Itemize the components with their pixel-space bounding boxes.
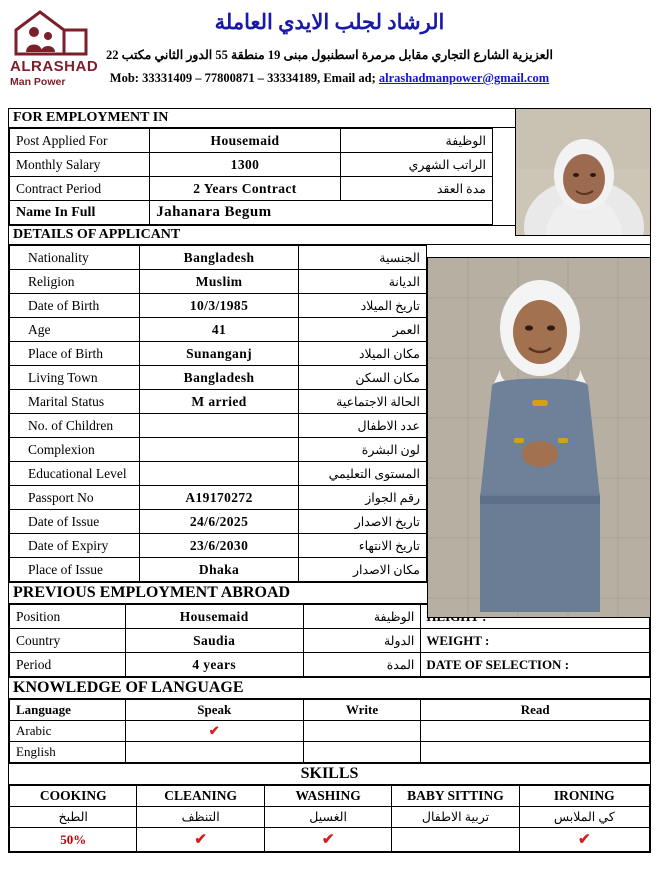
arabic-address: العزيزية الشارع التجاري مقابل مرمرة اسطنبول مبنى 19 منطقة 55 الدور الثاني مكتب 22	[106, 48, 553, 62]
fullname-value: Jahanara Begum	[150, 201, 493, 225]
detail-value	[139, 438, 299, 462]
salary-arabic: الراتب الشهري	[340, 153, 492, 177]
table-row	[10, 270, 427, 294]
position-label: Position	[10, 605, 126, 629]
detail-label: Date of Birth	[10, 294, 140, 318]
detail-value	[139, 462, 299, 486]
detail-label: Living Town	[10, 366, 140, 390]
skills-mark-row	[10, 828, 650, 852]
skill-name-en: WASHING	[264, 786, 391, 807]
language-table	[9, 699, 650, 763]
logo-company-name: ALRASHAD	[10, 58, 99, 75]
language-header-row	[10, 700, 650, 721]
skill-mark: ✔	[137, 828, 265, 852]
detail-arabic: مكان الاصدار	[299, 558, 427, 582]
detail-label: Date of Expiry	[10, 534, 140, 558]
skills-ar-row	[10, 807, 650, 828]
date-of-selection-field: DATE OF SELECTION :	[421, 653, 650, 677]
skill-name-en: BABY SITTING	[392, 786, 519, 807]
detail-label: Educational Level	[10, 462, 140, 486]
logo-mark-icon	[10, 6, 102, 58]
table-row	[10, 201, 493, 225]
skill-mark: 50%	[10, 828, 137, 852]
skills-table	[9, 785, 650, 852]
detail-label: No. of Children	[10, 414, 140, 438]
skills-title: SKILLS	[9, 764, 650, 785]
detail-arabic: المستوى التعليمي	[299, 462, 427, 486]
country-arabic: الدولة	[303, 629, 421, 653]
arabic-speak-mark: ✔	[125, 721, 303, 742]
table-row	[10, 534, 427, 558]
detail-arabic: رقم الجواز	[299, 486, 427, 510]
detail-arabic: عدد الاطفال	[299, 414, 427, 438]
language-band-title: KNOWLEDGE OF LANGUAGE	[9, 678, 650, 699]
skill-name-en: CLEANING	[137, 786, 265, 807]
skill-name-ar: تربية الاطفال	[392, 807, 519, 828]
detail-arabic: الديانة	[299, 270, 427, 294]
post-applied-label: Post Applied For	[10, 129, 150, 153]
period-arabic: المدة	[303, 653, 421, 677]
language-section	[8, 678, 651, 764]
period-value: 4 years	[125, 653, 303, 677]
english-read-mark	[421, 742, 650, 763]
company-logo	[10, 6, 114, 88]
detail-value: A19170272	[139, 486, 299, 510]
contact-email[interactable]: alrashadmanpower@gmail.com	[378, 71, 550, 85]
salary-value: 1300	[150, 153, 340, 177]
details-band-title: DETAILS OF APPLICANT	[9, 225, 650, 245]
detail-arabic: الحالة الاجتماعية	[299, 390, 427, 414]
table-row	[10, 486, 427, 510]
detail-label: Age	[10, 318, 140, 342]
post-applied-arabic: الوظيفة	[340, 129, 492, 153]
table-row	[10, 462, 427, 486]
detail-arabic: لون البشرة	[299, 438, 427, 462]
table-row	[10, 438, 427, 462]
skills-en-row	[10, 786, 650, 807]
table-row	[10, 653, 650, 677]
detail-arabic: تاريخ الاصدار	[299, 510, 427, 534]
detail-value: Muslim	[139, 270, 299, 294]
details-table	[9, 245, 427, 582]
weight-field: WEIGHT :	[421, 629, 650, 653]
contract-value: 2 Years Contract	[150, 177, 340, 201]
skill-name-ar: كي الملابس	[519, 807, 649, 828]
detail-arabic: الجنسية	[299, 246, 427, 270]
col-speak: Speak	[125, 700, 303, 721]
detail-value: 41	[139, 318, 299, 342]
col-language: Language	[10, 700, 126, 721]
skill-name-en: IRONING	[519, 786, 649, 807]
skill-mark	[392, 828, 519, 852]
employment-table	[9, 128, 493, 225]
skill-mark: ✔	[519, 828, 649, 852]
detail-arabic: العمر	[299, 318, 427, 342]
arabic-read-mark	[421, 721, 650, 742]
detail-label: Date of Issue	[10, 510, 140, 534]
document-header	[8, 4, 651, 108]
table-row	[10, 558, 427, 582]
detail-value: Dhaka	[139, 558, 299, 582]
detail-label: Religion	[10, 270, 140, 294]
table-row	[10, 721, 650, 742]
detail-label: Nationality	[10, 246, 140, 270]
detail-label: Marital Status	[10, 390, 140, 414]
contact-phones: Mob: 33331409 – 77800871 – 33334189, Email ad;	[109, 71, 376, 85]
detail-arabic: مكان السكن	[299, 366, 427, 390]
skill-name-en: COOKING	[10, 786, 137, 807]
detail-value: Bangladesh	[139, 246, 299, 270]
previous-band-title: PREVIOUS EMPLOYMENT ABROAD	[9, 583, 650, 604]
salary-label: Monthly Salary	[10, 153, 150, 177]
col-read: Read	[421, 700, 650, 721]
position-arabic: الوظيفة	[303, 605, 421, 629]
detail-label: Complexion	[10, 438, 140, 462]
detail-label: Place of Birth	[10, 342, 140, 366]
table-row	[10, 318, 427, 342]
applicant-full-photo	[427, 257, 651, 618]
table-row	[10, 342, 427, 366]
detail-value: Bangladesh	[139, 366, 299, 390]
arabic-write-mark	[303, 721, 421, 742]
skills-section	[8, 764, 651, 853]
language-name-arabic: Arabic	[10, 721, 126, 742]
country-label: Country	[10, 629, 126, 653]
position-value: Housemaid	[125, 605, 303, 629]
english-write-mark	[303, 742, 421, 763]
arabic-title: الرشاد لجلب الايدي العاملة	[214, 10, 445, 34]
detail-value: 24/6/2025	[139, 510, 299, 534]
logo-tagline: Man Power	[10, 75, 66, 88]
detail-arabic: مكان الميلاد	[299, 342, 427, 366]
table-row	[10, 510, 427, 534]
country-value: Saudia	[125, 629, 303, 653]
applicant-headshot-photo	[515, 108, 651, 236]
period-label: Period	[10, 653, 126, 677]
skill-name-ar: الطبخ	[10, 807, 137, 828]
detail-value: M arried	[139, 390, 299, 414]
table-row	[10, 414, 427, 438]
skill-mark: ✔	[264, 828, 391, 852]
table-row	[10, 629, 650, 653]
table-row	[10, 294, 427, 318]
col-write: Write	[303, 700, 421, 721]
detail-value	[139, 414, 299, 438]
table-row	[10, 129, 493, 153]
detail-value: 10/3/1985	[139, 294, 299, 318]
skill-name-ar: الغسيل	[264, 807, 391, 828]
detail-arabic: تاريخ الانتهاء	[299, 534, 427, 558]
detail-label: Place of Issue	[10, 558, 140, 582]
detail-label: Passport No	[10, 486, 140, 510]
contract-label: Contract Period	[10, 177, 150, 201]
contract-arabic: مدة العقد	[340, 177, 492, 201]
table-row	[10, 390, 427, 414]
table-row	[10, 177, 493, 201]
english-speak-mark	[125, 742, 303, 763]
employment-band-title: FOR EMPLOYMENT IN	[9, 109, 650, 128]
table-row	[10, 246, 427, 270]
table-row	[10, 153, 493, 177]
detail-value: 23/6/2030	[139, 534, 299, 558]
table-row	[10, 366, 427, 390]
fullname-label: Name In Full	[10, 201, 150, 225]
detail-arabic: تاريخ الميلاد	[299, 294, 427, 318]
language-name-english: English	[10, 742, 126, 763]
skill-name-ar: التنظف	[137, 807, 265, 828]
post-applied-value: Housemaid	[150, 129, 340, 153]
table-row	[10, 742, 650, 763]
detail-value: Sunanganj	[139, 342, 299, 366]
